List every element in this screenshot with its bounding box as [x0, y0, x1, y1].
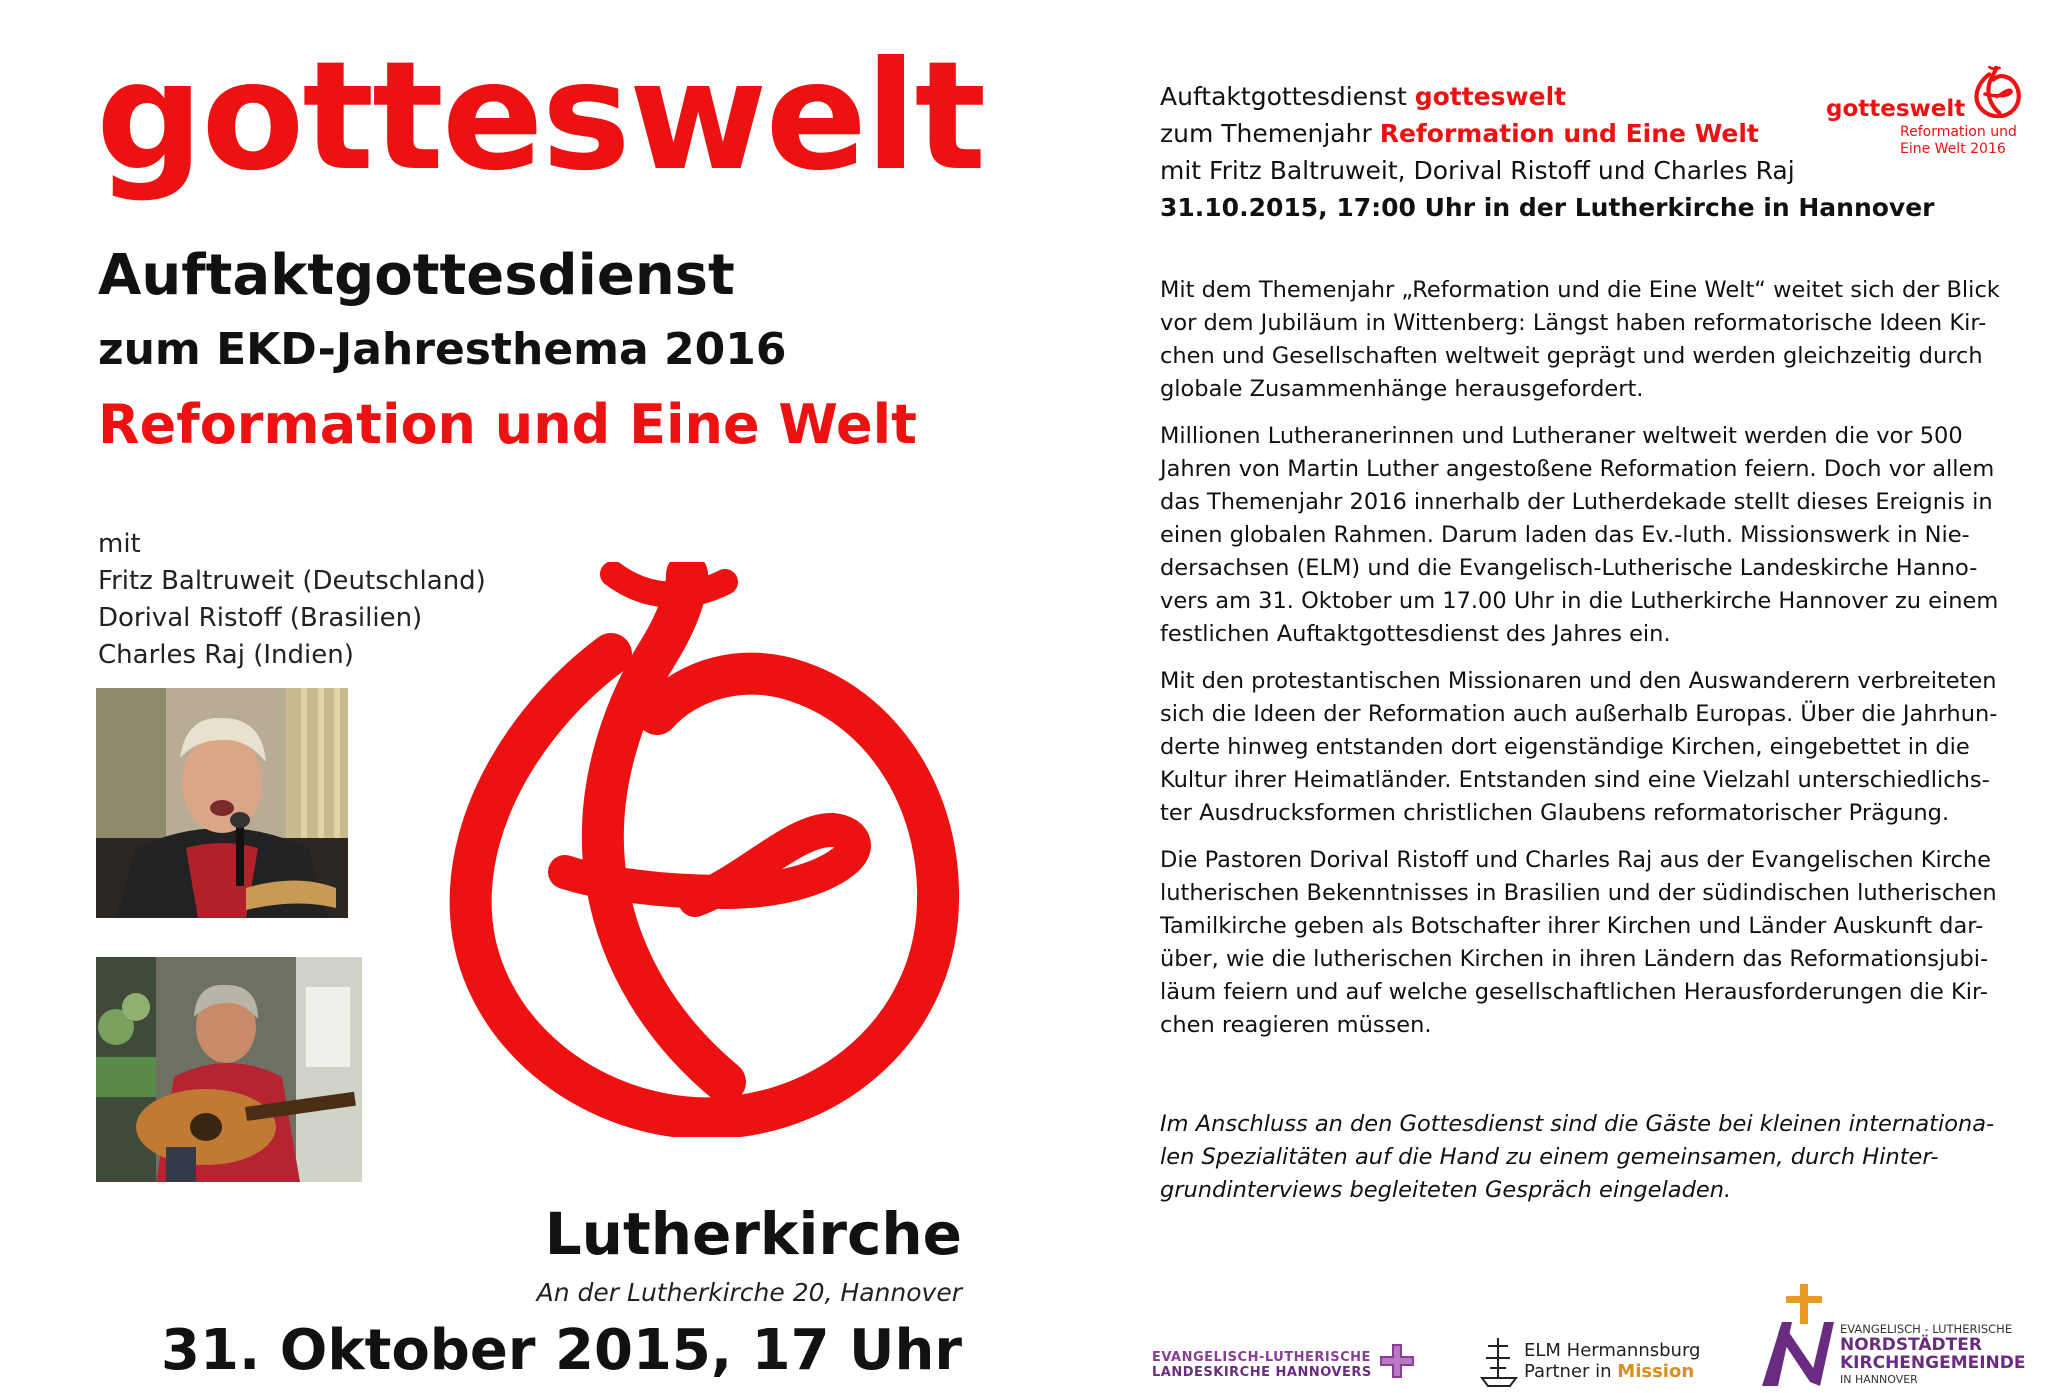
venue-name: Lutherkirche: [544, 1200, 962, 1268]
guest-item: Charles Raj (Indien): [98, 640, 354, 670]
closing-note: Im Anschluss an den Gottesdienst sind die Gäste bei kleinen internationa- len Spezialitäten auf die Hand zu einem gemeinsamen, durch Hinter- grundinterviews begleiteten Gespräch eingeladen.: [1160, 1111, 1995, 1203]
header-line1-prefix: Auftaktgottesdienst: [1160, 82, 1415, 111]
gotteswelt-emblem-icon: [1972, 66, 2022, 118]
guest-item: Dorival Ristoff (Brasilien): [98, 603, 423, 633]
guest-item: Fritz Baltruweit (Deutschland): [98, 566, 486, 596]
header-line2-highlight: Reformation und Eine Welt: [1379, 119, 1759, 148]
event-date: 31. Oktober 2015, 17 Uhr: [161, 1318, 962, 1383]
paragraph: Mit den protestantischen Missionaren und den Auswanderern verbreiteten sich die Ideen der Reformation auch außerhalb Europas. Über die Jahrhun- derte hinweg entstanden dort eigenständige Kirchen, eingebettet in die Kultur ihrer Heimatländer. Entstanden sind eine Vielzahl unterschiedlichs- ter Ausdrucksformen christlichen Glaubens reformatorischer Prägung.: [1160, 668, 1998, 826]
gotteswelt-emblem-icon: [425, 562, 970, 1137]
guest-intro: mit: [98, 529, 141, 559]
venue-address: An der Lutherkirche 20, Hannover: [536, 1278, 962, 1307]
poster-title: gotteswelt: [96, 30, 985, 204]
gotteswelt-small-logo: [1820, 66, 2030, 166]
church-figure-icon: [1752, 1282, 1850, 1388]
photo-guitarist: [96, 957, 362, 1182]
cross-icon: [1380, 1344, 1414, 1378]
header-line4: 31.10.2015, 17:00 Uhr in der Lutherkirche in Hannover: [1160, 193, 1935, 222]
header-line1-highlight: gotteswelt: [1414, 82, 1567, 111]
paragraph: Millionen Lutheranerinnen und Lutheraner weltweit werden die vor 500 Jahren von Martin Luther angestoßene Reformation feiern. Doch vor allem das Themenjahr 2016 innerhalb der Lutherdekade stellt dieses Ereignis in einen globalen Rahmen. Darum laden das Ev.-luth. Missionswerk in Nie- dersachsen (ELM) und die Evangelisch-Lutherische Landeskirche Hanno- vers am 31. Oktober um 17.00 Uhr in die Lutherkirche Hannover zu einem festlichen Auftaktgottesdienst des Jahres ein.: [1160, 423, 1999, 647]
poster-subtitle-highlight: Reformation und Eine Welt: [98, 393, 917, 456]
ship-icon: [1478, 1334, 1520, 1388]
small-logo-tagline: Reformation und Eine Welt 2016: [1900, 124, 2017, 157]
small-logo-word: gotteswelt: [1826, 96, 1966, 122]
logo-landeskirche-hannovers: EVANGELISCH-LUTHERISCHE LANDESKIRCHE HANNOVERS: [1152, 1340, 1418, 1380]
article-body: [1160, 274, 2020, 1056]
header-line2-prefix: zum Themenjahr: [1160, 119, 1380, 148]
info-header: [1160, 78, 1935, 226]
photo-singer: [96, 688, 348, 918]
poster-subtitle-main: Auftaktgottesdienst: [98, 243, 735, 308]
poster-subtitle-theme: zum EKD-Jahresthema 2016: [98, 324, 787, 375]
paragraph: Mit dem Themenjahr „Reformation und die Eine Welt“ weitet sich der Blick vor dem Jubiläum in Wittenberg: Längst haben reformatorische Ideen Kir- chen und Gesellschaften weltweit geprägt und werden gleichzeitig durch globale Zusammenhänge herausgefordert.: [1160, 277, 2000, 402]
header-line3: mit Fritz Baltruweit, Dorival Ristoff und Charles Raj: [1160, 156, 1795, 185]
logo-nordstaedter-kirchengemeinde: EVANGELISCH - LUTHERISCHE NORDSTÄDTER KIRCHENGEMEINDE IN HANNOVER: [1752, 1282, 2034, 1388]
logo-elm-hermannsburg: ELM Hermannsburg Partner in Mission: [1478, 1334, 1698, 1388]
paragraph: Die Pastoren Dorival Ristoff und Charles Raj aus der Evangelischen Kirche lutherischen Bekenntnisses in Brasilien und der südindischen lutherischen Tamilkirche geben als Botschafter ihrer Kirchen und Länder Auskunft dar- über, wie die lutherischen Kirchen in ihren Ländern das Reformationsjubi- läum feiern und auf welche gesellschaftlichen Herausforderungen die Kir- chen reagieren müssen.: [1160, 847, 1997, 1038]
